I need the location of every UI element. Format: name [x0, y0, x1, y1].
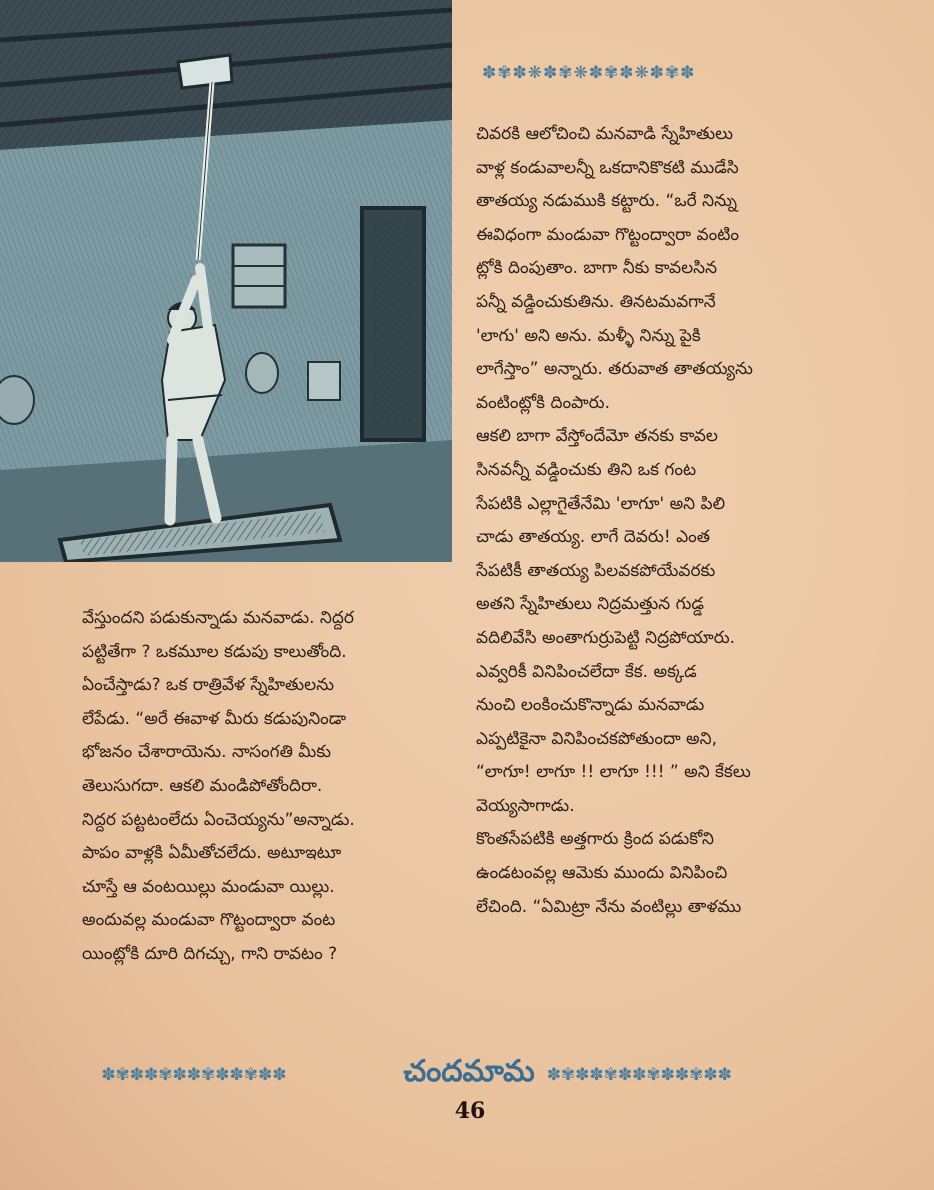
text-line: చాడు తాతయ్య. లాగే దెవరు! ఎంత [476, 527, 711, 548]
text-line: లేచింది. “ఏమిట్రా నేను వంటిల్లు తాళము [476, 896, 742, 917]
page-footer [80, 1053, 858, 1097]
text-line: వేస్తుందని పడుకున్నాడు మనవాడు. నిద్దర [82, 608, 354, 628]
text-line: వెయ్యసాగాడు. [476, 795, 575, 816]
text-line: సినవన్నీ వడ్డించుకు తిని ఒక గంట [476, 459, 697, 480]
text-line: లాగేస్తాం” అన్నారు. తరువాత తాతయ్యను [476, 359, 753, 380]
text-line: ఆకలి బాగా వేస్తోందేమో తనకు కావల [476, 426, 718, 447]
text-line: కొంతసేపటికి అత్తగారు క్రింద పడుకోని [476, 829, 714, 850]
text-line: పట్టితేగా ? ఒకమూల కడుపు కాలుతోంది. [82, 641, 347, 662]
left-text-column [82, 602, 442, 972]
text-line: భోజనం చేశారాయెను. నాసంగతి మీకు [82, 742, 332, 763]
text-line: పాపం వాళ్లకి ఏమీతోచలేదు. అటూఇటూ [82, 843, 342, 864]
text-line: నుంచి లంకించుకొన్నాడు మనవాడు [476, 695, 705, 716]
man-hanging-on-rope-illustration-icon [0, 0, 452, 562]
text-line: అందువల్ల మండువా గొట్టంద్వారా వంట [82, 910, 336, 931]
magazine-title: చందమామ [403, 1054, 535, 1089]
text-line: వదిలివేసి అంతాగుర్రుపెట్టి నిద్రపోయారు. [476, 627, 736, 648]
text-line: ఎప్పటికైనా వినిపించకపోతుందా అని, [476, 728, 717, 749]
text-line: ఎవ్వరికీ వినిపించలేదా కేక. అక్కడ [476, 661, 697, 682]
footer-border-left: ✽✾✽✽✾✽✽✾✽✽✾✽✽ [101, 1065, 287, 1085]
text-line: వంటింట్లోకి దింపారు. [476, 392, 610, 413]
text-line: చివరకి ఆలోచించి మనవాడి స్నేహితులు [476, 124, 734, 144]
text-line: ట్లోకి దింపుతాం. బాగా నీకు కావలసిన [476, 258, 718, 279]
text-line: అతని స్నేహితులు నిద్రమత్తున గుడ్డ [476, 594, 704, 615]
footer-border-right: ✽✾✽✽✾✽✽✾✽✽✾✽✽ [546, 1065, 732, 1085]
text-line: సేపటికీ తాతయ్య పిలవకపోయేవరకు [476, 560, 716, 581]
text-line: ఉండటంవల్ల ఆమెకు ముందు వినిపించి [476, 863, 728, 884]
text-line: ఏంచేస్తాడు? ఒక రాత్రివేళ స్నేహితులను [82, 675, 335, 696]
border-pattern: ✽✾✽❋✽✾❋✽✾✽❋✽✾✽ [482, 63, 696, 83]
text-line: పన్నీ వడ్డించుకుతిను. తినటమవగానే [476, 291, 716, 312]
text-line: “లాగూ! లాగూ !! లాగూ !!! ” అని కేకలు [476, 762, 751, 783]
text-line: సేపటికి ఎల్లాగైతేనేమి 'లాగూ' అని పిలి [476, 493, 726, 514]
page-number: 46 [454, 1098, 486, 1124]
text-line: యింట్లోకి దూరి దిగచ్చు, గాని రావటం ? [82, 943, 338, 964]
decorative-border-top [482, 60, 848, 86]
text-line: నిద్దర పట్టటంలేదు ఏంచెయ్యను”అన్నాడు. [82, 809, 355, 830]
story-illustration [0, 0, 452, 562]
right-text-column [476, 118, 848, 924]
text-line: వాళ్ల కండువాలన్నీ ఒకదానికొకటి ముడేసి [476, 157, 739, 178]
text-line: ఈవిధంగా మండువా గొట్టంద్వారా వంటిం [476, 224, 739, 245]
text-line: చూస్తే ఆ వంటయిల్లు మండువా యిల్లు. [82, 876, 335, 897]
text-line: 'లాగు' అని అను. మళ్ళీ నిన్ను పైకి [476, 325, 701, 346]
text-line: తాతయ్య నడుముకి కట్టారు. “ఒరే నిన్ను [476, 191, 738, 212]
text-line: తెలుసుగదా. ఆకలి మండిపోతోందిరా. [82, 775, 323, 796]
text-line: లేపేడు. “అరే ఈవాళ మీరు కడుపునిండా [82, 708, 347, 729]
